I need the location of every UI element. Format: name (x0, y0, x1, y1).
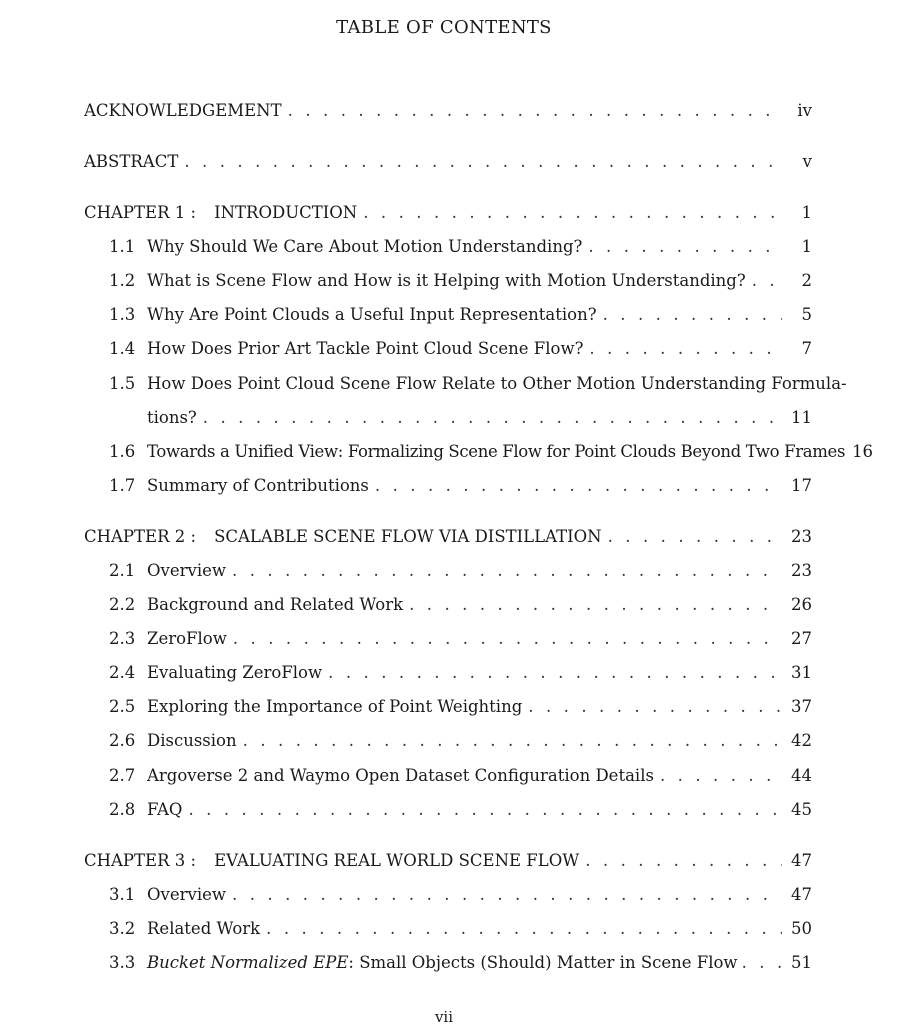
section-title-rest: : Small Objects (Should) Matter in Scene Flow (348, 953, 738, 972)
section-title: Exploring the Importance of Point Weighting (147, 697, 523, 716)
entry-page: 50 (791, 919, 812, 938)
dot-leader (266, 917, 782, 941)
dot-leader (589, 337, 782, 361)
entry-page: 27 (791, 629, 812, 648)
dot-leader (585, 849, 782, 873)
entry-page: 1 (801, 203, 812, 222)
section-title-italic: Bucket Normalized EPE (147, 953, 349, 972)
dot-leader (232, 883, 782, 907)
section-number: 2.1 (109, 561, 136, 580)
toc-section-3-2[interactable] (109, 917, 812, 941)
entry-page: 5 (801, 305, 812, 324)
section-title: Evaluating ZeroFlow (147, 663, 323, 682)
dot-leader (588, 235, 782, 259)
toc-section-2-2[interactable] (109, 593, 812, 617)
toc-chapter-2[interactable] (84, 525, 812, 549)
section-number: 3.1 (109, 885, 136, 904)
entry-page: 45 (791, 800, 812, 819)
dot-leader (288, 99, 782, 123)
dot-leader (243, 729, 782, 753)
toc-section-2-5[interactable] (109, 695, 812, 719)
section-number: 1.5 (109, 374, 136, 393)
entry-page: 51 (791, 953, 812, 972)
entry-page: 47 (791, 851, 812, 870)
section-title: Summary of Contributions (147, 476, 369, 495)
entry-page: 7 (801, 339, 812, 358)
section-title: Argoverse 2 and Waymo Open Dataset Configuration Details (147, 766, 654, 785)
toc-section-2-7[interactable] (109, 764, 812, 788)
section-title: How Does Point Cloud Scene Flow Relate to Other Motion Understanding Formula- (147, 374, 847, 393)
chapter-label: CHAPTER 2 : (84, 527, 197, 546)
entry-page: iv (797, 101, 812, 120)
chapter-label: CHAPTER 1 : (84, 203, 197, 222)
section-title: Background and Related Work (147, 595, 404, 614)
toc-section-1-5-continued[interactable] (147, 406, 812, 430)
section-number: 1.1 (109, 237, 136, 256)
toc-section-2-3[interactable] (109, 627, 812, 651)
toc-section-3-3[interactable] (109, 951, 812, 975)
dot-leader (233, 627, 782, 651)
section-number: 1.4 (109, 339, 136, 358)
section-title (147, 951, 738, 975)
toc-entry-abstract[interactable] (84, 150, 812, 174)
chapter-title: SCALABLE SCENE FLOW VIA DISTILLATION (214, 527, 602, 546)
section-number: 1.3 (109, 305, 136, 324)
section-title: ZeroFlow (147, 629, 227, 648)
section-number: 3.2 (109, 919, 136, 938)
dot-leader (188, 798, 782, 822)
section-number: 2.6 (109, 731, 136, 750)
toc-section-1-6[interactable] (109, 440, 874, 464)
entry-page: 1 (801, 237, 812, 256)
dot-leader (328, 661, 782, 685)
section-number: 2.4 (109, 663, 136, 682)
toc-section-2-4[interactable] (109, 661, 812, 685)
entry-title: ABSTRACT (84, 152, 179, 171)
dot-leader (660, 764, 782, 788)
section-number: 2.2 (109, 595, 136, 614)
entry-page: 23 (791, 561, 812, 580)
toc-section-1-5[interactable] (109, 372, 847, 396)
toc-chapter-1[interactable] (84, 201, 812, 225)
dot-leader (363, 201, 782, 225)
entry-page: v (802, 152, 812, 171)
entry-page: 17 (791, 476, 812, 495)
entry-page: 23 (791, 527, 812, 546)
section-number: 1.7 (109, 476, 136, 495)
toc-section-3-1[interactable] (109, 883, 812, 907)
section-number: 3.3 (109, 953, 136, 972)
dot-leader (738, 951, 782, 975)
toc-section-2-6[interactable] (109, 729, 812, 753)
chapter-title: EVALUATING REAL WORLD SCENE FLOW (214, 851, 580, 870)
section-title: Related Work (147, 919, 261, 938)
section-title: Discussion (147, 731, 237, 750)
toc-section-1-3[interactable] (109, 303, 812, 327)
entry-page: 16 (852, 442, 874, 461)
entry-title: ACKNOWLEDGEMENT (84, 101, 282, 120)
entry-page: 37 (791, 697, 812, 716)
page-title: TABLE OF CONTENTS (336, 17, 552, 38)
section-title: What is Scene Flow and How is it Helping with Motion Understanding? (147, 271, 746, 290)
entry-page: 2 (801, 271, 812, 290)
section-title: Towards a Unified View: Formalizing Scene Flow for Point Clouds Beyond Two Frames (147, 442, 846, 461)
toc-chapter-3[interactable] (84, 849, 812, 873)
section-title: Why Are Point Clouds a Useful Input Representation? (147, 305, 597, 324)
section-title: How Does Prior Art Tackle Point Cloud Scene Flow? (147, 339, 584, 358)
section-number: 2.5 (109, 697, 136, 716)
toc-entry-acknowledgement[interactable] (84, 99, 812, 123)
section-number: 2.8 (109, 800, 136, 819)
toc-section-1-1[interactable] (109, 235, 812, 259)
section-title: Why Should We Care About Motion Understanding? (147, 237, 583, 256)
section-number: 1.2 (109, 271, 136, 290)
dot-leader (608, 525, 782, 549)
section-title: FAQ (147, 800, 183, 819)
toc-section-1-4[interactable] (109, 337, 812, 361)
dot-leader (375, 474, 782, 498)
chapter-title: INTRODUCTION (214, 203, 358, 222)
page-number-footer: vii (434, 1008, 454, 1026)
section-number: 2.7 (109, 766, 136, 785)
section-title: Overview (147, 885, 226, 904)
section-number: 2.3 (109, 629, 136, 648)
dot-leader (203, 406, 782, 430)
section-title-continued: tions? (147, 408, 197, 427)
toc-section-1-7[interactable] (109, 474, 812, 498)
toc-section-2-1[interactable] (109, 559, 812, 583)
entry-page: 11 (791, 408, 812, 427)
entry-page: 42 (791, 731, 812, 750)
entry-page: 44 (791, 766, 812, 785)
section-number: 1.6 (109, 442, 136, 461)
entry-page: 26 (791, 595, 812, 614)
dot-leader (528, 695, 782, 719)
toc-section-1-2[interactable] (109, 269, 812, 293)
dot-leader (409, 593, 782, 617)
dot-leader (752, 269, 782, 293)
entry-page: 31 (791, 663, 812, 682)
entry-page: 47 (791, 885, 812, 904)
chapter-label: CHAPTER 3 : (84, 851, 197, 870)
toc-section-2-8[interactable] (109, 798, 812, 822)
dot-leader (184, 150, 782, 174)
section-title: Overview (147, 561, 226, 580)
dot-leader (232, 559, 782, 583)
dot-leader (603, 303, 782, 327)
